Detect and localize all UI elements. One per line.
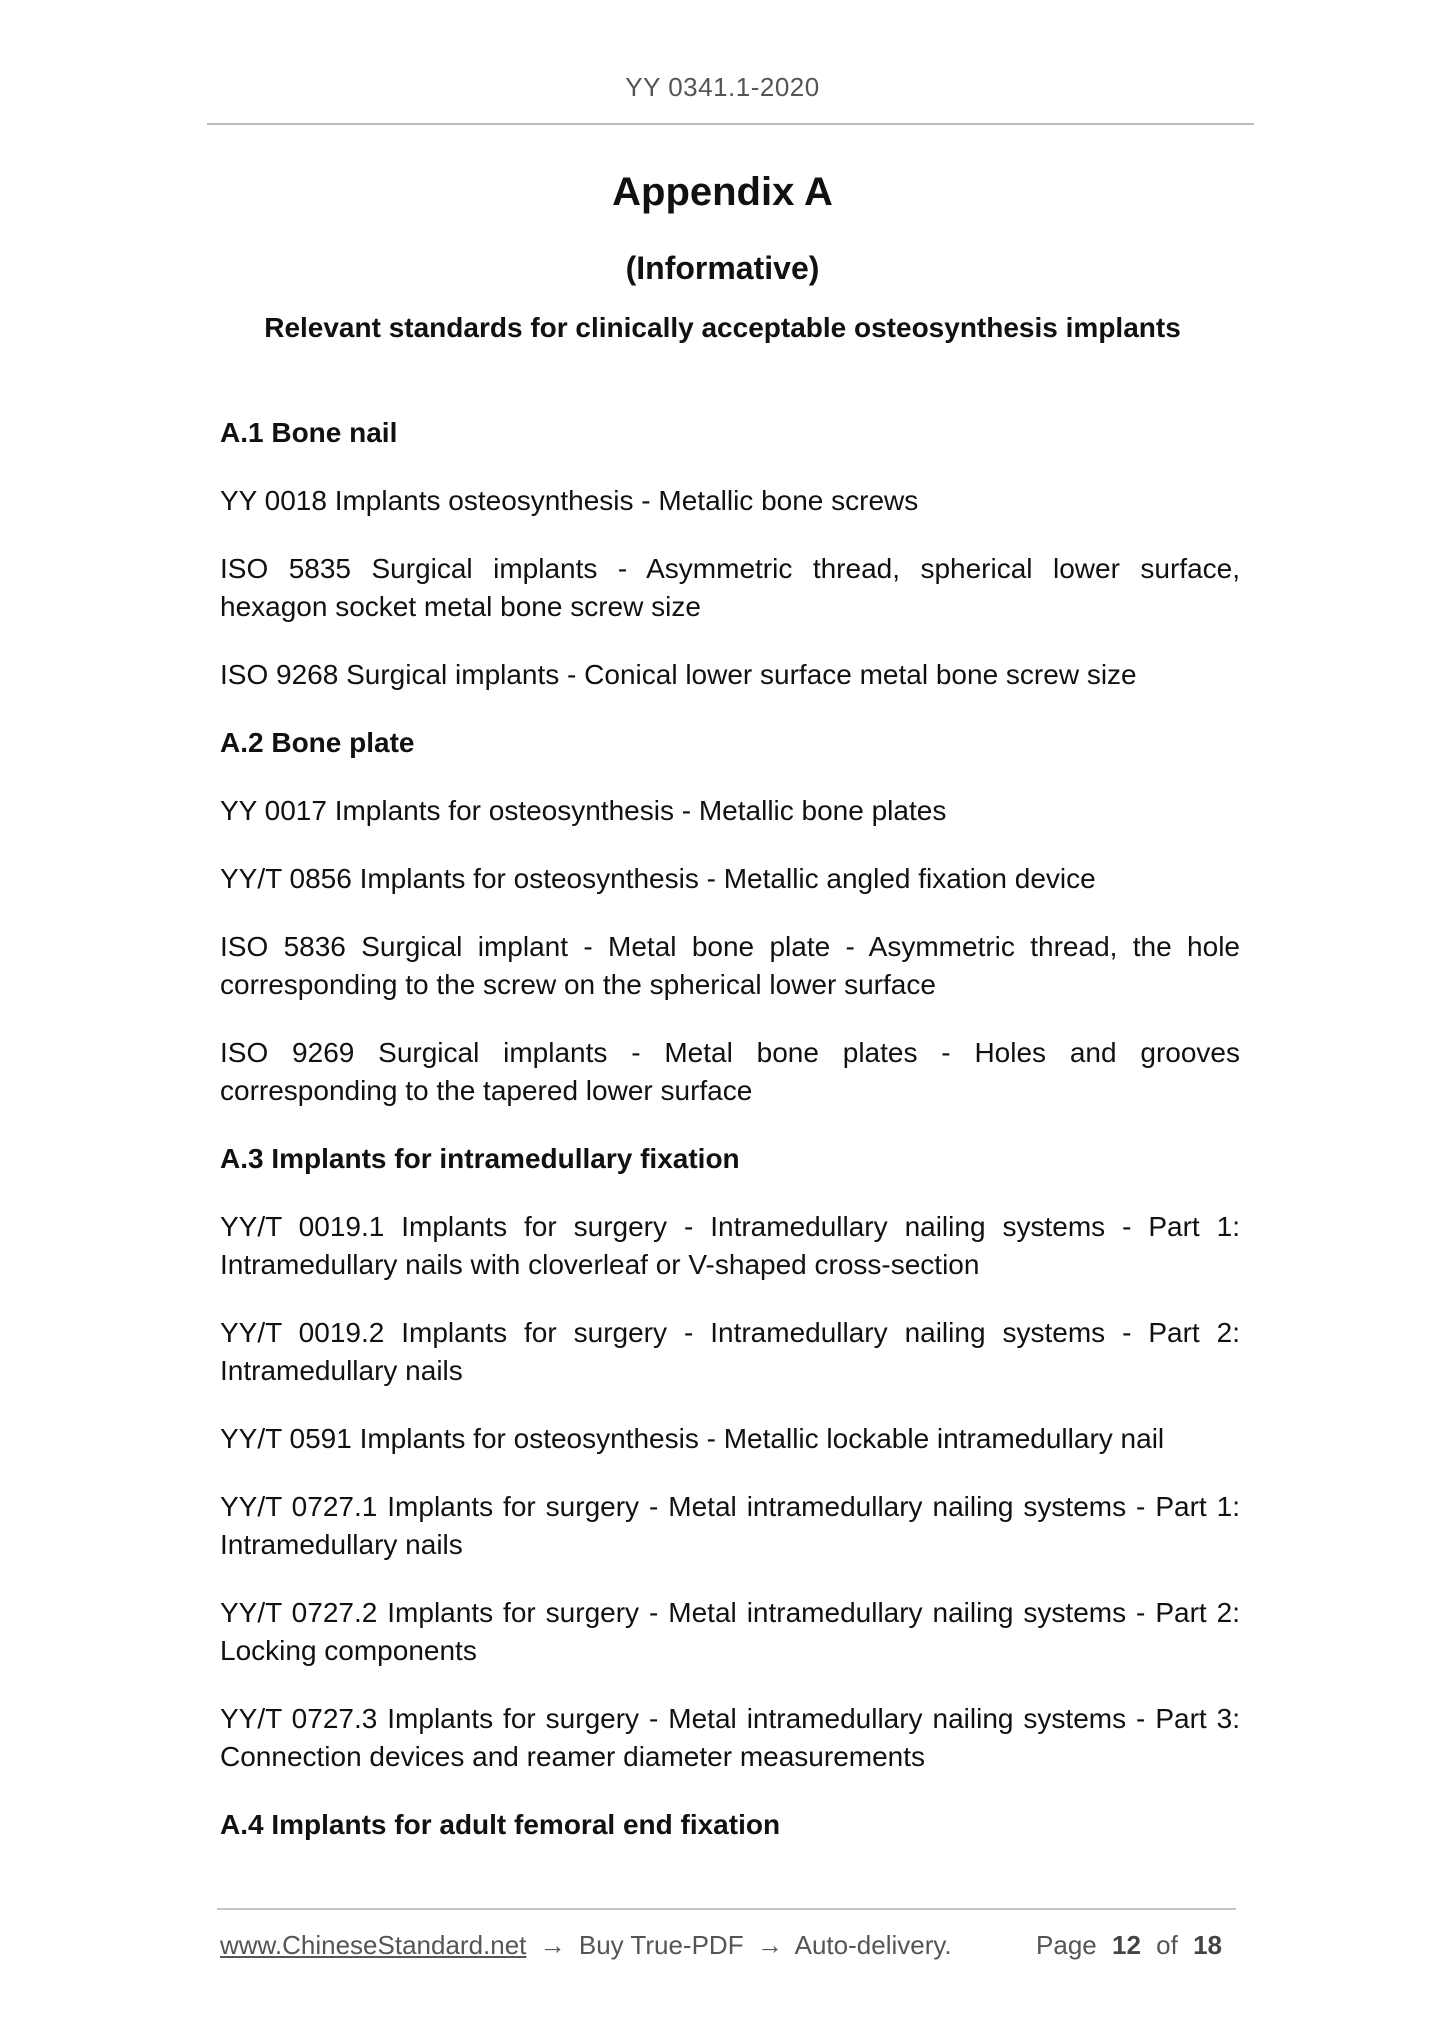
- standard-entry: YY/T 0727.2 Implants for surgery - Metal intramedullary nailing systems - Part 2: Locking components: [220, 1597, 1240, 1666]
- page-of-label: of: [1156, 1930, 1178, 1960]
- page-indicator: [1036, 1930, 1230, 1961]
- section-heading: A.1 Bone nail: [220, 417, 398, 448]
- arrow-right-icon: →: [756, 1930, 783, 1960]
- appendix-caption: Relevant standards for clinically acceptable osteosynthesis implants: [264, 312, 1181, 343]
- standard-entry: ISO 9268 Surgical implants - Conical lower surface metal bone screw size: [220, 659, 1137, 690]
- standard-entry: ISO 5835 Surgical implants - Asymmetric thread, spherical lower surface, hexagon socket metal bone screw size: [220, 553, 1240, 622]
- appendix-subtitle: (Informative): [625, 250, 820, 286]
- section-heading: A.4 Implants for adult femoral end fixation: [220, 1809, 781, 1840]
- standard-entry: ISO 5836 Surgical implant - Metal bone plate - Asymmetric thread, the hole corresponding to the screw on the spherical lower surface: [220, 931, 1240, 1000]
- page-current: 12: [1112, 1930, 1141, 1960]
- standard-entry: ISO 9269 Surgical implants - Metal bone plates - Holes and grooves corresponding to the tapered lower surface: [220, 1037, 1240, 1106]
- standards-list: [220, 414, 1240, 1874]
- appendix-title: Appendix A: [612, 170, 833, 214]
- standard-entry: YY/T 0727.3 Implants for surgery - Metal intramedullary nailing systems - Part 3: Connection devices and reamer diameter measurements: [220, 1703, 1240, 1772]
- standard-code-header: YY 0341.1-2020: [625, 72, 820, 102]
- standard-entry: YY/T 0591 Implants for osteosynthesis - Metallic lockable intramedullary nail: [220, 1423, 1165, 1454]
- standard-entry: YY/T 0019.2 Implants for surgery - Intramedullary nailing systems - Part 2: Intramedullary nails: [220, 1317, 1240, 1386]
- buy-text: Buy True-PDF: [578, 1930, 744, 1960]
- standard-entry: YY/T 0856 Implants for osteosynthesis - Metallic angled fixation device: [220, 863, 1096, 894]
- website-link[interactable]: www.ChineseStandard.net: [220, 1930, 527, 1960]
- page-label: Page: [1036, 1930, 1097, 1960]
- arrow-right-icon: →: [539, 1930, 566, 1960]
- section-heading: A.3 Implants for intramedullary fixation: [220, 1143, 740, 1174]
- standard-entry: YY 0017 Implants for osteosynthesis - Metallic bone plates: [220, 795, 947, 826]
- standard-entry: YY/T 0727.1 Implants for surgery - Metal intramedullary nailing systems - Part 1: Intramedullary nails: [220, 1491, 1240, 1560]
- delivery-text: Auto-delivery.: [794, 1930, 952, 1960]
- header-divider: [207, 123, 1254, 125]
- page-footer: [220, 1930, 1230, 1961]
- standard-entry: YY/T 0019.1 Implants for surgery - Intramedullary nailing systems - Part 1: Intramedullary nails with cloverleaf or V-shaped cross-section: [220, 1211, 1240, 1280]
- standard-entry: YY 0018 Implants osteosynthesis - Metallic bone screws: [220, 485, 919, 516]
- footer-divider: [217, 1908, 1236, 1910]
- page-total: 18: [1193, 1930, 1222, 1960]
- section-heading: A.2 Bone plate: [220, 727, 415, 758]
